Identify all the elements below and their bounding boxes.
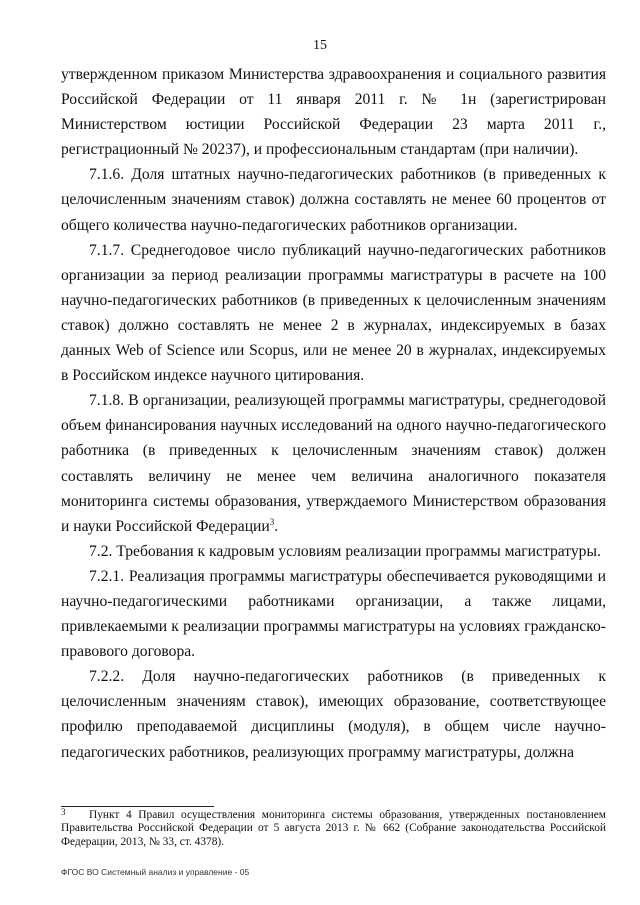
paragraph-7-1-8: 7.1.8. В организации, реализующей программы магистратуры, среднегодовой объем финансирования научных исследований на одного научно-педагогического работника (в приведенных к целочисленным значениям ставок) должен составлять величину не менее чем величина аналогичного показателя мониторинга системы образования, утверждаемого Министерством образования и науки Российской Федерации$^3$. <box>61 392 606 535</box>
paragraph-7-1-7: 7.1.7. Среднегодовое число публикаций научно-педагогических работников организации за период реализации программы магистратуры в расчете на 100 научно-педагогических работников (в приведенных к целочисленным значениям ставок) должно составлять не менее 2 в журналах, индексируемых в базах данных Web of Science или Scopus, или не менее 20 в журналах, индексируемых в Российском индексе научного цитирования. <box>61 241 606 385</box>
footnote-mark: 3 <box>61 807 66 817</box>
document-body <box>61 62 606 765</box>
footnote-text: Пункт 4 Правил осуществления мониторинга системы образования, утвержденных постановлением Правительства Российской Федерации от 5 августа 2013 г. № 662 (Собрание законодательства Российской Федерации, 2013, № 33, ст. 4378). <box>61 809 606 848</box>
paragraph-7-2-2: 7.2.2. Доля научно-педагогических работников (в приведенных к целочисленным значениям ставок), имеющих образование, соответствующее профилю преподаваемой дисциплины (модуля), в общем числе научно-педагогических работников, реализующих программу магистратуры, должна <box>61 668 606 761</box>
footnote-separator <box>61 806 214 807</box>
footnote-reference[interactable]: 3 <box>269 516 275 527</box>
paragraph-7-2-1: 7.2.1. Реализация программы магистратуры обеспечивается руководящими и научно-педагогическими работниками организации, а также лицами, привлекаемыми к реализации программы магистратуры на условиях гражданско-правового договора. <box>61 567 606 661</box>
document-footer: ФГОС ВО Системный анализ и управление - 05 <box>61 867 250 877</box>
paragraph-7-1-6: 7.1.6. Доля штатных научно-педагогических работников (в приведенных к целочисленным значениям ставок) должна составлять не менее 60 процентов от общего количества научно-педагогических работников организации. <box>61 166 606 234</box>
footnote <box>61 809 606 849</box>
paragraph-7-1-8-text: 7.1.8. В организации, реализующей программы магистратуры, среднегодовой объем финансирования научных исследований на одного научно-педагогического работника (в приведенных к целочисленным значениям ставок) должен составлять величину не менее чем величина аналогичного показателя мониторинга системы образования, утверждаемого Министерством образования и науки Российской Федерации <box>61 392 606 535</box>
paragraph-continuation: утвержденном приказом Министерства здравоохранения и социального развития Российской Федерации от 11 января 2011 г. № 1н (зарегистрирован Министерством юстиции Российской Федерации 23 марта 2011 г., регистрационный № 20237), и профессиональным стандартам (при наличии). <box>61 66 606 159</box>
paragraph-7-2: 7.2. Требования к кадровым условиям реализации программы магистратуры. <box>89 542 601 560</box>
page-number: 15 <box>313 38 327 53</box>
